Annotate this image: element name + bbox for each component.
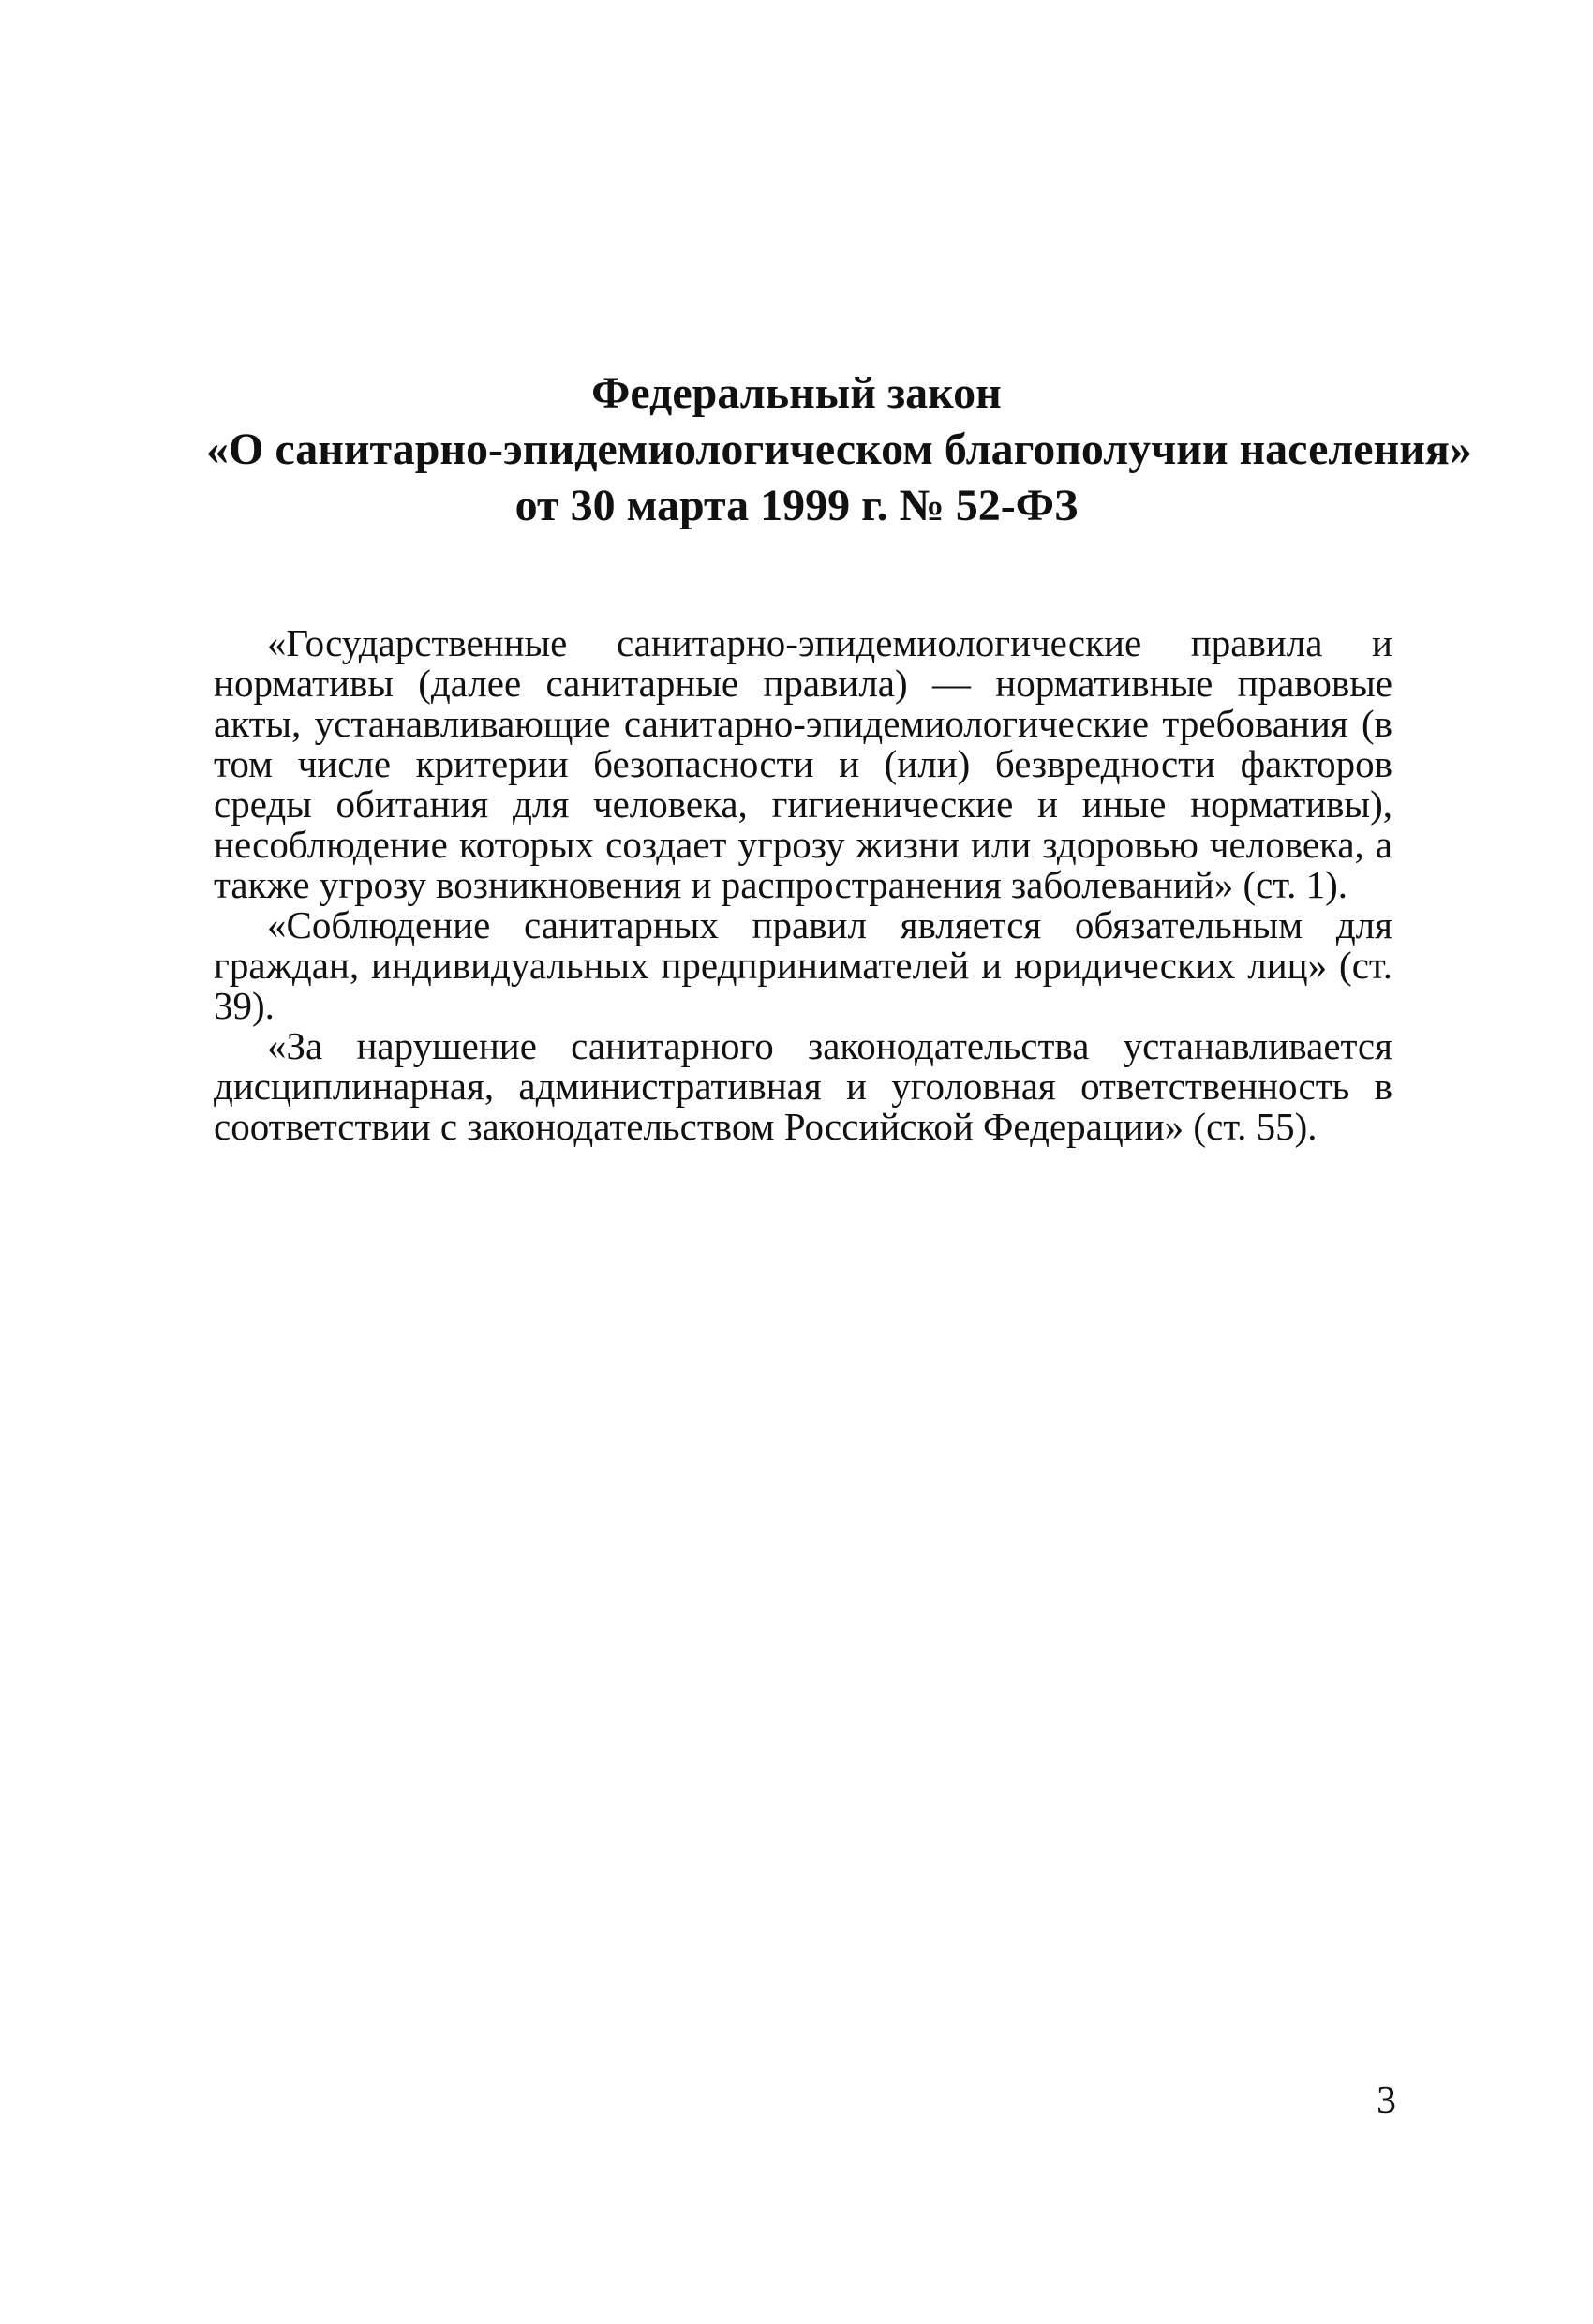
title-law-date-number: от 30 марта 1999 г. № 52-ФЗ: [514, 481, 1079, 530]
title-law-name: «О санитарно-эпидемиологическом благополучии населения»: [206, 425, 1472, 474]
document-title: [206, 365, 1472, 534]
page-number: 3: [1377, 2079, 1396, 2123]
paragraph-article-1: «Государственные санитарно-эпидемиологические правила и нормативы (далее санитарные правила) — нормативные правовые акты, устанавливающие санитарно-эпидемиологические требования (в том числе критерии безопасности и (или) безвредности факторов среды обитания для человека, гигиенические и иные нормативы), несоблюдение которых создает угрозу жизни или здоровью человека, а также угрозу возникновения и распространения заболеваний» (ст. 1).: [214, 621, 1392, 906]
paragraph-article-39: «Соблюдение санитарных правил является обязательным для граждан, индивидуальных предпринимателей и юридических лиц» (ст. 39).: [214, 903, 1392, 1027]
document-body: [214, 623, 1392, 1147]
title-law-type: Федеральный закон: [591, 368, 1002, 418]
paragraph-article-55: «За нарушение санитарного законодательства устанавливается дисциплинарная, административная и уголовная ответственность в соответствии с законодательством Российской Федерации» (ст. 55).: [214, 1024, 1392, 1148]
